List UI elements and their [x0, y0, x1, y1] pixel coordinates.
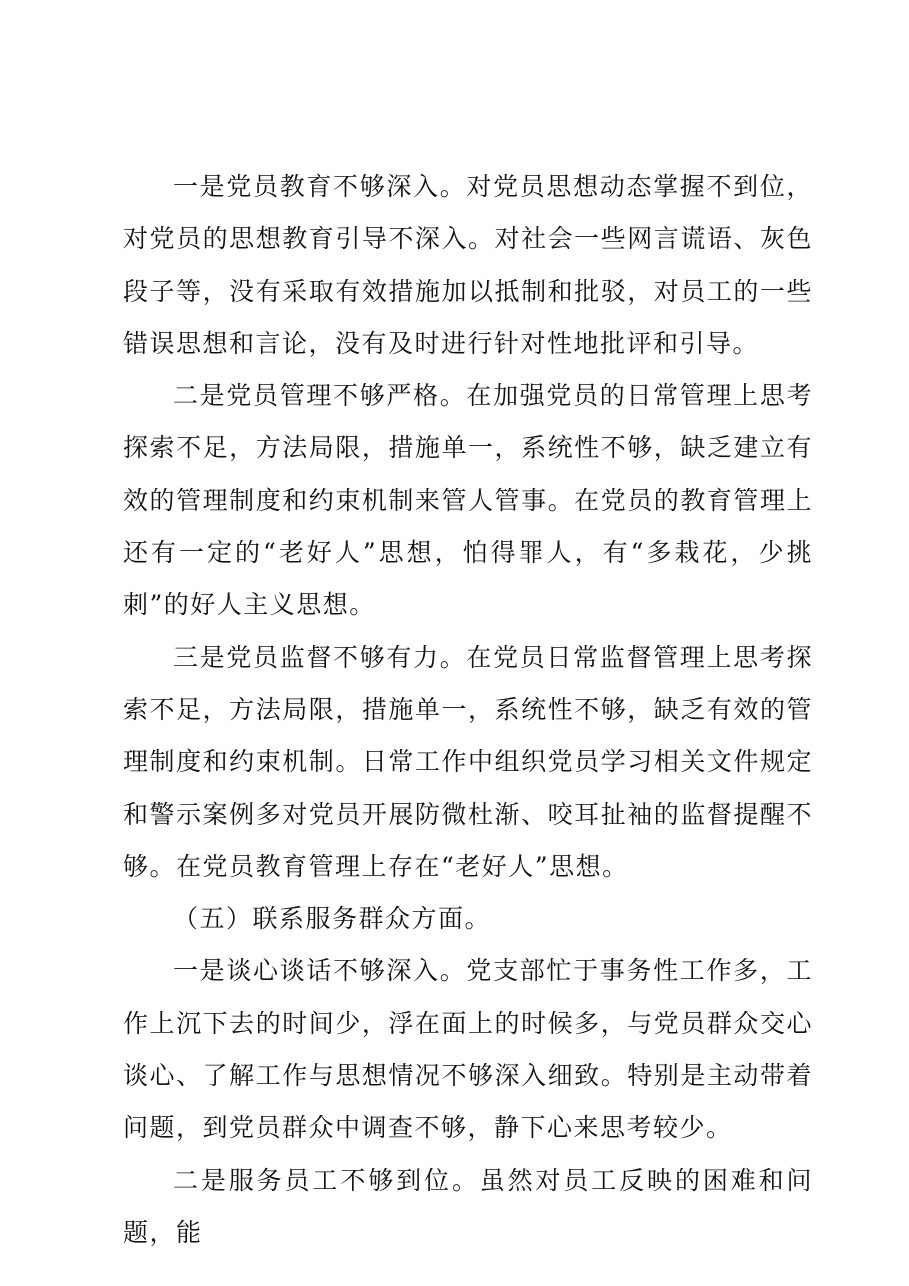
paragraph-heart-to-heart-talks: 一是谈心谈话不够深入。党支部忙于事务性工作多，工作上沉下去的时间少，浮在面上的时候多，与党员群众交心谈心、了解工作与思想情况不够深入细致。特别是主动带着问题，到党员群众中调查不够，静下心来思考较少。: [123, 956, 813, 1143]
paragraph-party-supervision: 三是党员监督不够有力。在党员日常监督管理上思考探索不足，方法局限，措施单一，系统性不够，缺乏有效的管理制度和约束机制。日常工作中组织党员学习相关文件规定和警示案例多对党员开展防微杜渐、咬耳扯袖的监督提醒不够。在党员教育管理上存在“老好人”思想。: [123, 642, 813, 881]
paragraph-party-management: 二是党员管理不够严格。在加强党员的日常管理上思考探索不足，方法局限，措施单一，系统性不够，缺乏建立有效的管理制度和约束机制来管人管事。在党员的教育管理上还有一定的“老好人”思想，怕得罪人，有“多栽花，少挑刺”的好人主义思想。: [123, 381, 813, 620]
document-body: [123, 161, 813, 1259]
section-heading-contact-masses: （五）联系服务群众方面。: [173, 904, 492, 934]
paragraph-party-education: 一是党员教育不够深入。对党员思想动态掌握不到位，对党员的思想教育引导不深入。对社会一些网言谎语、灰色段子等，没有采取有效措施加以抵制和批驳，对员工的一些错误思想和言论，没有及时进行针对性地批评和引导。: [123, 172, 813, 358]
paragraph-serving-employees: 二是服务员工不够到位。虽然对员工反映的困难和问题，能: [123, 1165, 813, 1247]
